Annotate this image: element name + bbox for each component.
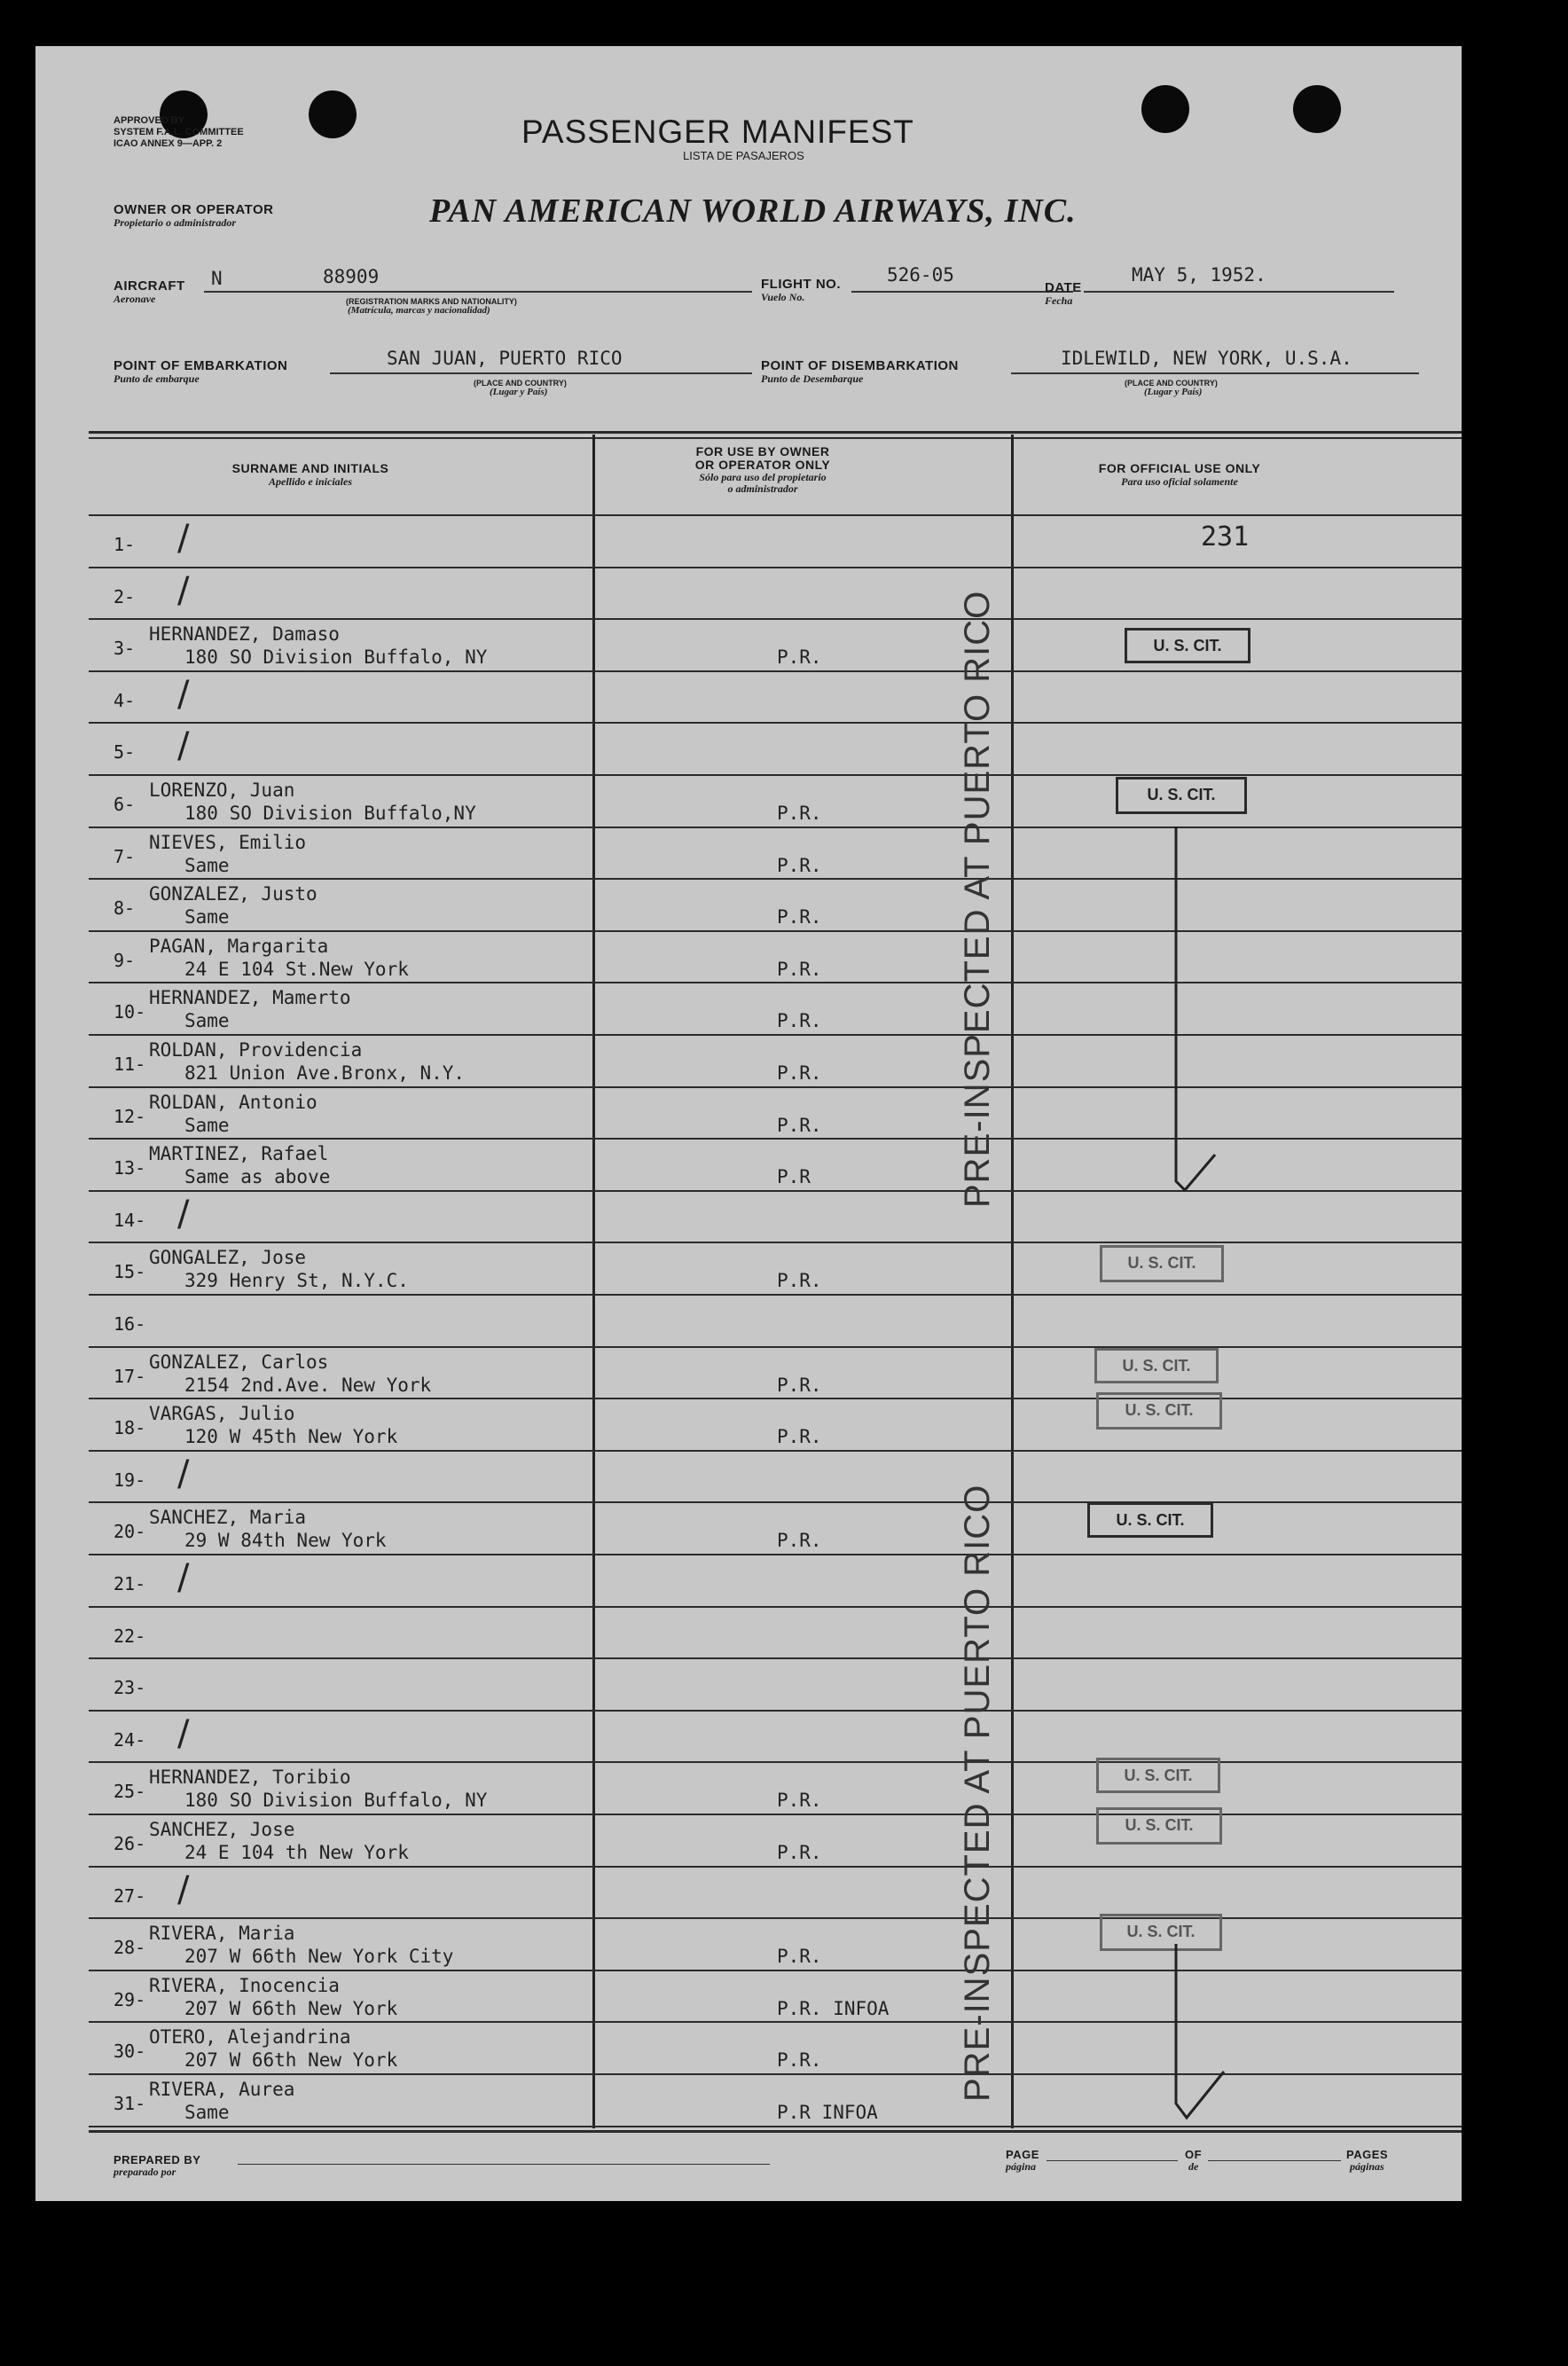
passenger-name: ROLDAN, Providencia	[149, 1039, 363, 1061]
passenger-address: 207 W 66th New York City	[184, 1946, 454, 1967]
date-label: DATE	[1045, 280, 1082, 295]
us-citizen-stamp: U. S. CIT.	[1100, 1914, 1222, 1951]
passenger-address: Same as above	[184, 1166, 331, 1187]
col-header-official-use-es: Para uso oficial solamente	[1121, 475, 1238, 488]
us-citizen-stamp: U. S. CIT.	[1100, 1245, 1224, 1282]
row-number: 31-	[114, 2093, 146, 2114]
prepared-underline	[238, 2164, 770, 2165]
passenger-address: 29 W 84th New York	[184, 1530, 387, 1551]
blank-slash-mark: /	[177, 1557, 190, 1598]
manifest-paper	[35, 46, 1462, 2201]
page-title: PASSENGER MANIFEST	[521, 114, 914, 150]
footer-rule	[89, 2130, 1462, 2133]
owner-use-value: P.R.	[777, 2049, 822, 2071]
row-number: 3-	[114, 638, 136, 659]
passenger-name: LORENZO, Juan	[149, 780, 295, 801]
row-number: 20-	[114, 1521, 146, 1542]
row-number: 14-	[114, 1210, 146, 1231]
passenger-address: Same	[184, 1115, 230, 1136]
embark-value: SAN JUAN, PUERTO RICO	[387, 348, 623, 369]
row-number: 12-	[114, 1106, 146, 1127]
passenger-name: GONZALEZ, Carlos	[149, 1351, 329, 1373]
approval-line: ICAO ANNEX 9—APP. 2	[114, 138, 223, 149]
owner-use-value: P.R.	[777, 1426, 822, 1447]
owner-use-value: P.R.	[777, 1062, 822, 1084]
row-number: 1-	[114, 534, 136, 555]
blank-slash-mark: /	[177, 674, 190, 715]
date-label-es: Fecha	[1045, 294, 1073, 307]
blank-slash-mark: /	[177, 1453, 190, 1494]
owner-label-es: Propietario o administrador	[114, 216, 237, 229]
col-header-owner-use-es: Sólo para uso del propietario o administrador	[699, 471, 827, 495]
flight-label-es: Vuelo No.	[761, 291, 805, 303]
passenger-name: VARGAS, Julio	[149, 1403, 295, 1424]
aircraft-label: AIRCRAFT	[114, 278, 185, 294]
row-number: 2-	[114, 586, 136, 607]
owner-label: OWNER OR OPERATOR	[114, 202, 274, 217]
date-value: MAY 5, 1952.	[1132, 264, 1266, 286]
blank-slash-mark: /	[177, 1713, 190, 1754]
registration-hint-es: (Matrícula, marcas y nacionalidad)	[348, 305, 490, 316]
registration-hint: (REGISTRATION MARKS AND NATIONALITY)	[346, 297, 517, 306]
row-number: 24-	[114, 1729, 146, 1751]
passenger-address: Same	[184, 906, 230, 928]
passenger-name: RIVERA, Maria	[149, 1923, 295, 1944]
of-underline	[1208, 2160, 1341, 2161]
passenger-address: 329 Henry St, N.Y.C.	[184, 1270, 409, 1291]
owner-use-value: P.R.	[777, 1790, 822, 1811]
passenger-name: HERNANDEZ, Mamerto	[149, 987, 351, 1008]
row-number: 27-	[114, 1885, 146, 1907]
passenger-name: OTERO, Alejandrina	[149, 2026, 351, 2048]
aircraft-label-es: Aeronave	[114, 293, 156, 305]
row-number: 26-	[114, 1833, 146, 1854]
row-number: 22-	[114, 1626, 146, 1647]
owner-use-value: P.R.	[777, 646, 822, 668]
row-number: 13-	[114, 1157, 146, 1179]
pages-label-es: páginas	[1350, 2160, 1384, 2173]
owner-use-value: P.R.	[777, 959, 822, 980]
pre-inspected-stamp: PRE-INSPECTED AT PUERTO RICO	[958, 1484, 997, 2102]
col-header-owner-use-label: FOR USE BY OWNER OR OPERATOR ONLY	[694, 444, 831, 472]
blank-slash-mark: /	[177, 1869, 190, 1910]
owner-use-value: P.R.	[777, 1270, 822, 1291]
row-number: 10-	[114, 1001, 146, 1022]
passenger-address: 24 E 104 St.New York	[184, 959, 409, 980]
blank-slash-mark: /	[177, 1194, 190, 1234]
us-citizen-stamp: U. S. CIT.	[1087, 1502, 1213, 1538]
page-label: PAGE	[1006, 2148, 1039, 2161]
owner-use-value: P.R.	[777, 855, 822, 876]
passenger-name: MARTINEZ, Rafael	[149, 1143, 329, 1164]
passenger-name: RIVERA, Inocencia	[149, 1975, 340, 1996]
row-number: 8-	[114, 897, 136, 919]
page-title-es: LISTA DE PASAJEROS	[683, 149, 804, 162]
passenger-name: NIEVES, Emilio	[149, 832, 307, 853]
blank-slash-mark: /	[177, 518, 190, 559]
row-number: 18-	[114, 1417, 146, 1438]
approval-line: SYSTEM F.A.L. COMMITTEE	[114, 127, 244, 137]
us-citizen-stamp: U. S. CIT.	[1125, 628, 1250, 663]
passenger-name: PAGAN, Margarita	[149, 936, 329, 957]
row-number: 5-	[114, 741, 136, 763]
page-label-es: página	[1006, 2160, 1037, 2173]
passenger-name: GONZALEZ, Justo	[149, 883, 318, 905]
owner-use-value: P.R.	[777, 906, 822, 928]
embark-place-hint-es: (Lugar y País)	[490, 387, 548, 397]
of-label-es: de	[1188, 2160, 1199, 2173]
row-number: 16-	[114, 1313, 146, 1335]
passenger-name: HERNANDEZ, Toribio	[149, 1767, 351, 1788]
aircraft-value: 88909	[323, 266, 380, 287]
owner-use-value: P.R.	[777, 1530, 822, 1551]
of-label: OF	[1185, 2148, 1203, 2161]
flight-label: FLIGHT NO.	[761, 277, 841, 292]
owner-use-value: P.R	[777, 1166, 811, 1187]
passenger-name: HERNANDEZ, Damaso	[149, 623, 340, 645]
row-number: 29-	[114, 1989, 146, 2010]
check-mark	[1176, 827, 1215, 1190]
owner-use-value: P.R.	[777, 1115, 822, 1136]
us-citizen-stamp: U. S. CIT.	[1094, 1348, 1219, 1383]
embark-label-es: Punto de embarque	[114, 372, 200, 385]
page-underline	[1047, 2160, 1178, 2161]
row-number: 6-	[114, 794, 136, 815]
aircraft-prefix: N	[211, 268, 223, 289]
owner-value: PAN AMERICAN WORLD AIRWAYS, INC.	[429, 192, 1077, 230]
row-number: 7-	[114, 846, 136, 867]
passenger-address: 180 SO Division Buffalo, NY	[184, 646, 488, 668]
passenger-address: 180 SO Division Buffalo,NY	[184, 803, 476, 824]
owner-use-value: P.R.	[777, 1010, 822, 1031]
col-header-surname-es: Apellido e iniciales	[269, 475, 352, 488]
us-citizen-stamp: U. S. CIT.	[1096, 1392, 1222, 1430]
passenger-name: RIVERA, Aurea	[149, 2079, 295, 2100]
col-header-surname-label: SURNAME AND INITIALS	[231, 461, 389, 475]
row-number: 4-	[114, 690, 136, 711]
row-number: 25-	[114, 1781, 146, 1802]
passenger-name: GONGALEZ, Jose	[149, 1247, 307, 1268]
owner-use-value: P.R.	[777, 1842, 822, 1863]
passenger-address: Same	[184, 1010, 230, 1031]
disembark-place-hint: (PLACE AND COUNTRY)	[1125, 379, 1218, 388]
owner-use-value: P.R.	[777, 1946, 822, 1967]
row-number: 23-	[114, 1677, 146, 1698]
passenger-name: ROLDAN, Antonio	[149, 1092, 318, 1113]
row-number: 30-	[114, 2041, 146, 2062]
row-number: 19-	[114, 1469, 146, 1491]
check-bracket-marks	[35, 46, 1462, 2201]
passenger-name: SANCHEZ, Maria	[149, 1507, 307, 1528]
flight-value: 526-05	[887, 264, 954, 286]
row-number: 9-	[114, 950, 136, 971]
passenger-address: 207 W 66th New York	[184, 1998, 398, 2019]
prepared-label: PREPARED BY	[114, 2153, 201, 2166]
passenger-address: Same	[184, 2102, 230, 2123]
pages-label: PAGES	[1346, 2148, 1389, 2161]
prepared-label-es: preparado por	[114, 2166, 176, 2178]
passenger-address: 2154 2nd.Ave. New York	[184, 1375, 432, 1396]
disembark-label: POINT OF DISEMBARKATION	[761, 358, 959, 373]
row-number: 28-	[114, 1937, 146, 1958]
row-number: 21-	[114, 1573, 146, 1594]
us-citizen-stamp: U. S. CIT.	[1096, 1807, 1222, 1845]
owner-use-value: P.R INFOA	[777, 2102, 878, 2123]
embark-label: POINT OF EMBARKATION	[114, 358, 288, 373]
passenger-address: 207 W 66th New York	[184, 2049, 398, 2071]
col-header-official-use-label: FOR OFFICIAL USE ONLY	[1098, 461, 1261, 475]
row-number: 11-	[114, 1054, 146, 1075]
check-mark	[1176, 1944, 1224, 2118]
disembark-place-hint-es: (Lugar y País)	[1144, 387, 1203, 397]
passenger-address: Same	[184, 855, 230, 876]
blank-slash-mark: /	[177, 570, 190, 611]
disembark-value: IDLEWILD, NEW YORK, U.S.A.	[1061, 348, 1352, 369]
us-citizen-stamp: U. S. CIT.	[1116, 777, 1247, 814]
us-citizen-stamp: U. S. CIT.	[1096, 1758, 1220, 1793]
owner-use-value: P.R. INFOA	[777, 1998, 890, 2019]
passenger-address: 24 E 104 th New York	[184, 1842, 409, 1863]
row-number: 15-	[114, 1261, 146, 1282]
owner-use-value: P.R.	[777, 1375, 822, 1396]
official-number: 231	[1201, 521, 1250, 552]
pre-inspected-stamp: PRE-INSPECTED AT PUERTO RICO	[958, 590, 997, 1208]
passenger-address: 120 W 45th New York	[184, 1426, 398, 1447]
blank-slash-mark: /	[177, 725, 190, 766]
embark-place-hint: (PLACE AND COUNTRY)	[474, 379, 567, 388]
passenger-name: SANCHEZ, Jose	[149, 1819, 295, 1840]
row-number: 17-	[114, 1366, 146, 1387]
approval-line: APPROVED BY	[114, 115, 185, 126]
owner-use-value: P.R.	[777, 803, 822, 824]
passenger-address: 821 Union Ave.Bronx, N.Y.	[184, 1062, 466, 1084]
disembark-label-es: Punto de Desembarque	[761, 372, 864, 385]
passenger-address: 180 SO Division Buffalo, NY	[184, 1790, 488, 1811]
